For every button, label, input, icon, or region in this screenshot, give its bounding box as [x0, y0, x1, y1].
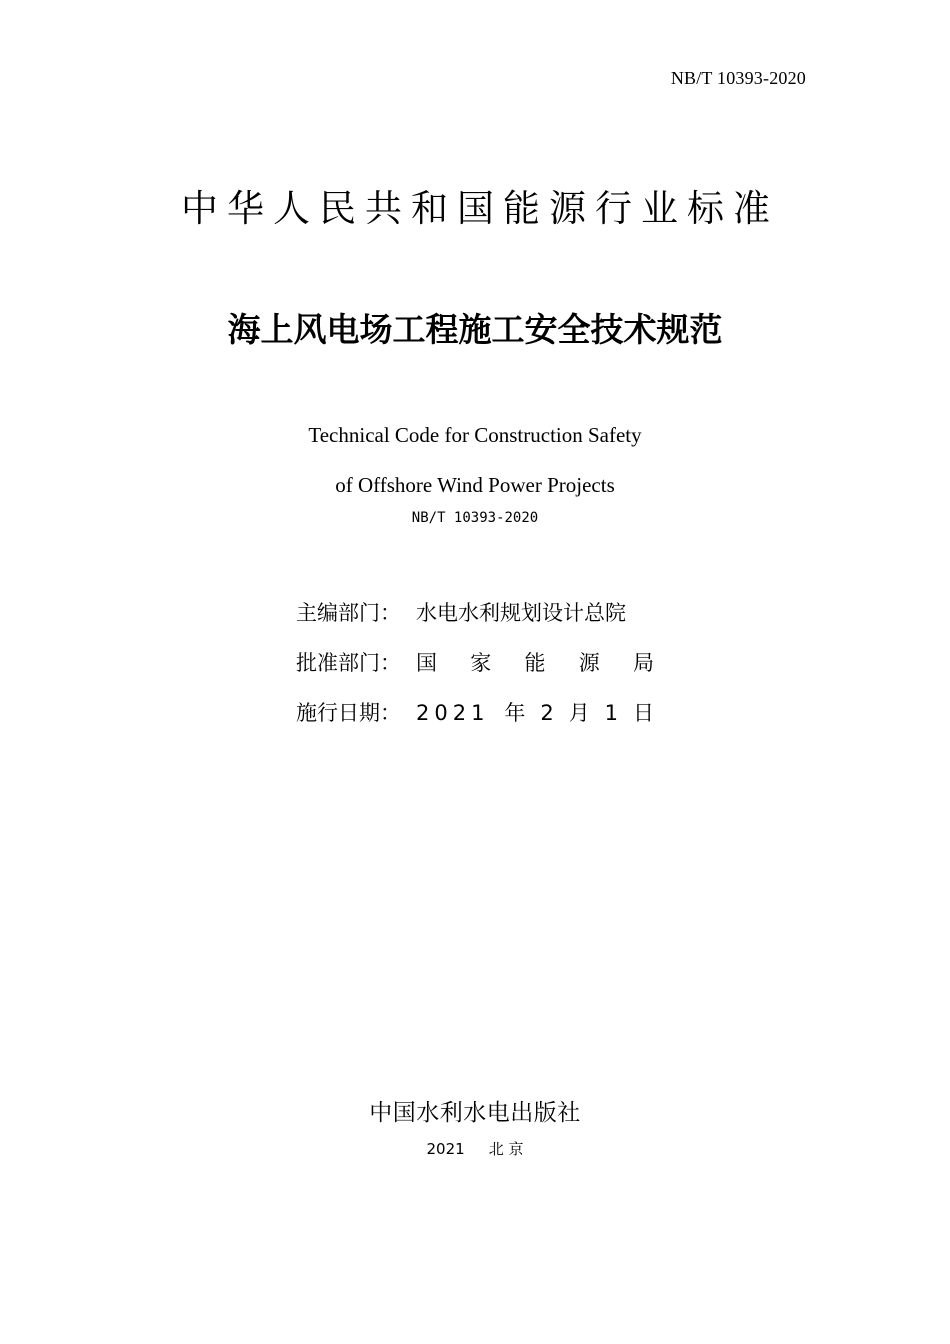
date-month-unit: 月	[568, 701, 590, 725]
date-year: 2021	[416, 701, 490, 725]
approver-row	[296, 646, 654, 696]
document-title-chinese: 海上风电场工程施工安全技术规范	[227, 310, 723, 349]
document-title-english	[0, 410, 950, 510]
header-std-code: NB/T 10393-2020	[670, 68, 806, 88]
editor-value: 水电水利规划设计总院	[416, 601, 626, 625]
date-value	[416, 696, 654, 746]
english-title-line-1: Technical Code for Construction Safety	[308, 423, 642, 447]
publication-year: 2021	[426, 1140, 465, 1158]
english-title-line-2: of Offshore Wind Power Projects	[335, 473, 615, 497]
approver-char: 国	[416, 651, 437, 675]
approver-char: 源	[578, 651, 600, 675]
editor-row	[296, 596, 654, 646]
date-label: 施行日期：	[296, 701, 401, 725]
approver-char: 局	[633, 651, 654, 675]
date-month: 2	[540, 701, 554, 725]
approver-char: 能	[524, 651, 546, 675]
cover-std-code: NB/T 10393-2020	[411, 510, 539, 526]
approver-label: 批准部门：	[296, 651, 401, 675]
date-day: 1	[604, 701, 619, 725]
info-block	[296, 596, 654, 746]
standard-type-title: 中华人民共和国能源行业标准	[181, 187, 779, 230]
date-row	[296, 696, 654, 746]
publisher-name: 中国水利水电出版社	[369, 1100, 581, 1126]
date-year-unit: 年	[504, 701, 526, 725]
approver-value	[416, 646, 654, 696]
editor-label: 主编部门：	[296, 601, 401, 625]
approver-char: 家	[470, 651, 492, 675]
publication-city: 北 京	[488, 1140, 524, 1158]
date-day-unit: 日	[632, 701, 654, 725]
publication-place	[0, 1138, 950, 1159]
